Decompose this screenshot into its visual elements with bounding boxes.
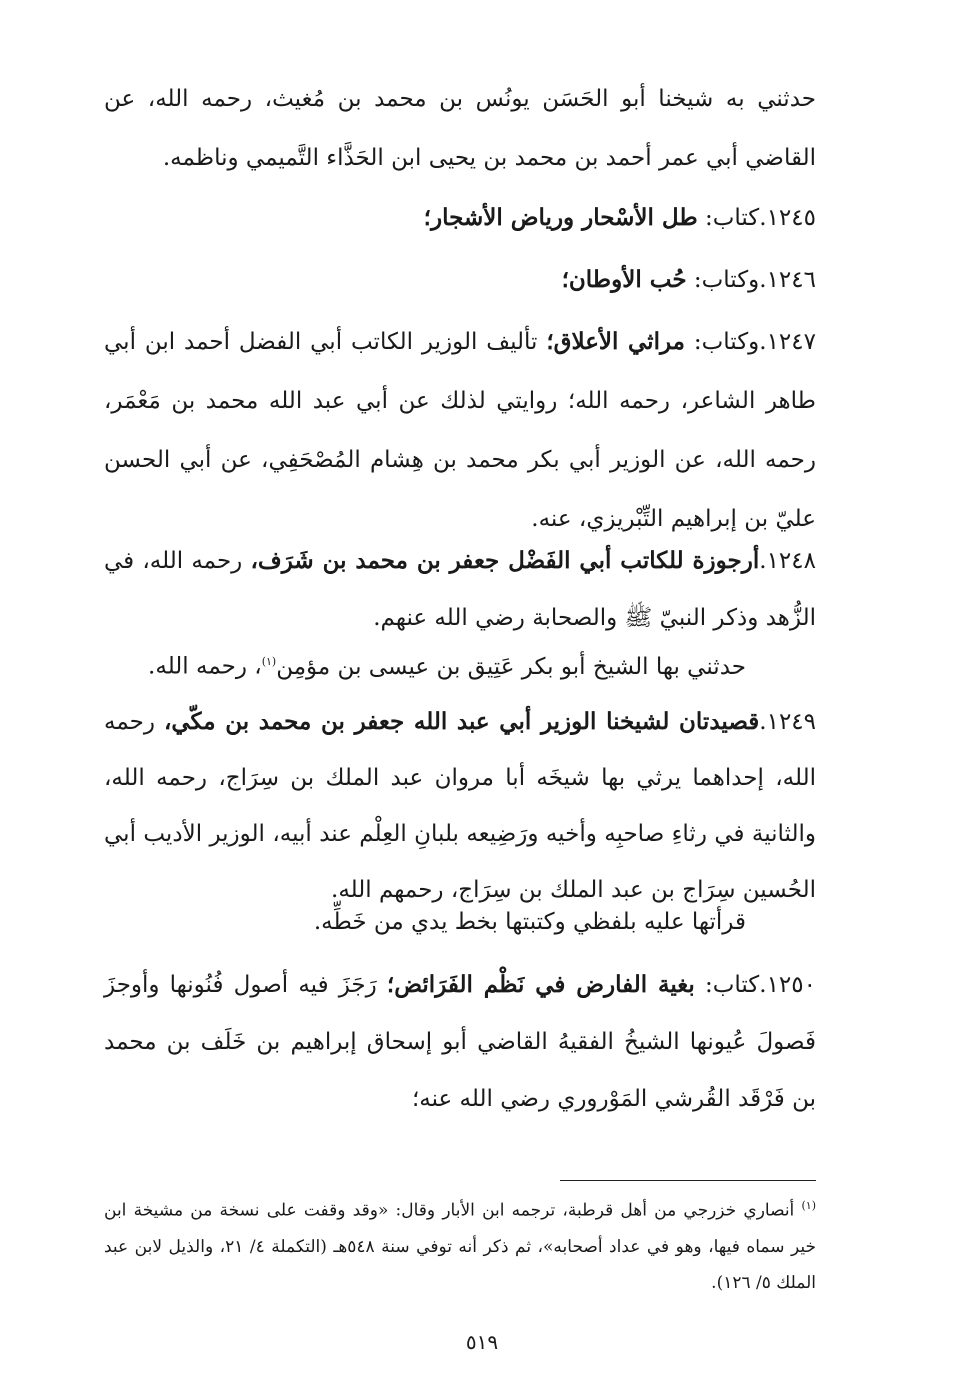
entry-title: حُب الأوطان؛ — [561, 266, 687, 293]
entry-prefix: كتاب: — [697, 205, 760, 231]
footnote-reference: (١) — [261, 655, 277, 668]
entry-1249 — [104, 694, 816, 918]
entry-body: رحمه الله، في الزُّهد وذكر النبيّ ﷺ والصحابة رضي الله عنهم. — [104, 548, 816, 631]
entry-1248 — [104, 532, 816, 647]
entry-prefix: كتاب: — [694, 972, 760, 998]
entry-body: تأليف الوزير الكاتب أبي الفضل أحمد ابن أبي طاهر الشاعر، رحمه الله؛ روايتي لذلك عن أبي عبد الله محمد بن مَعْمَر، رحمه الله، عن الوزير أبي بكر محمد بن هِشام المُصْحَفِي، عن أبي الحسن عليّ بن إبراهيم التِّبْريزي، عنه. — [104, 329, 816, 532]
narration-text: حدثني بها الشيخ أبو بكر عَتِيق بن عيسى بن مؤمِن — [276, 653, 746, 680]
narration-text-end: ، رحمه الله. — [148, 653, 262, 680]
footnote-section — [104, 1188, 816, 1301]
entry-title: قصيدتان لشيخنا الوزير أبي عبد الله جعفر بن محمد بن مكّي، — [163, 708, 760, 735]
footnote-divider — [560, 1180, 816, 1181]
entry-number: ١٢٥٠. — [759, 972, 816, 998]
entry-1248-narration — [104, 634, 816, 695]
entry-1249-reading-note — [104, 894, 816, 950]
entry-body: رحمه الله، إحداهما يرثي بها شيخَه أبا مروان عبد الملك بن سِرَاج، رحمه الله، والثانية في رثاءِ صاحبِه وأخيه ورَضِيعه بلبانِ العِلْم عند أبيه، الوزير الأديب أبي الحُسين سِرَاج بن عبد الملك بن سِرَاج، رحمهم الله. — [104, 709, 816, 903]
reading-note: قرأتها عليه بلفظي وكتبتها بخط يدي من خَطِّه. — [313, 909, 746, 935]
entry-title: مراثي الأعلاق؛ — [546, 328, 685, 355]
entry-body: رَجَزَ فيه أصول فُنُونها وأوجزَ فَصولَ عُيونها الشيخُ الفقيهُ القاضي أبو إسحاق إبراهيم بن خَلَف بن محمد بن فَرْقَد القُرشي المَوْروري رضي الله عنه؛ — [104, 972, 816, 1112]
entry-number: ١٢٤٦. — [759, 267, 816, 293]
entry-number: ١٢٤٥. — [759, 205, 816, 231]
footnote-text: أنصاري خزرجي من أهل قرطبة، ترجمه ابن الأبار وقال: «وقد وقفت على نسخة من مشيخة ابن خير سماه فيها، وهو في عداد أصحابه»، ثم ذكر أنه توفي سنة ٥٤٨هـ (التكملة ٤/ ٢١، والذيل لابن عبد الملك ٥/ ١٢٦). — [104, 1200, 816, 1293]
entry-1250 — [104, 956, 816, 1128]
entry-number: ١٢٤٨. — [759, 548, 816, 574]
entry-prefix: وكتاب: — [684, 329, 760, 355]
entry-title: بغية الفارض في نَظْم الفَرَائض؛ — [386, 971, 695, 998]
entry-number: ١٢٤٧. — [759, 329, 816, 355]
opening-text: حدثني به شيخنا أبو الحَسَن يونُس بن محمد بن مُغيث، رحمه الله، عن القاضي أبي عمر أحمد بن محمد بن يحيى ابن الحَذَّاء التَّميمي وناظمه. — [104, 86, 816, 171]
entry-prefix: وكتاب: — [686, 267, 760, 293]
entry-title: طل الأسْحار ورياض الأشجار؛ — [423, 204, 698, 231]
entry-1247 — [104, 312, 816, 549]
opening-paragraph — [104, 70, 816, 188]
entry-1246 — [104, 250, 816, 310]
footnote-marker: (١) — [801, 1199, 816, 1212]
entry-1245 — [104, 188, 816, 248]
entry-number: ١٢٤٩. — [759, 709, 817, 735]
page-number: ٥١٩ — [465, 1330, 499, 1354]
entry-title: أرجوزة للكاتب أبي الفَضْل جعفر بن محمد بن شَرَف، — [250, 547, 760, 574]
